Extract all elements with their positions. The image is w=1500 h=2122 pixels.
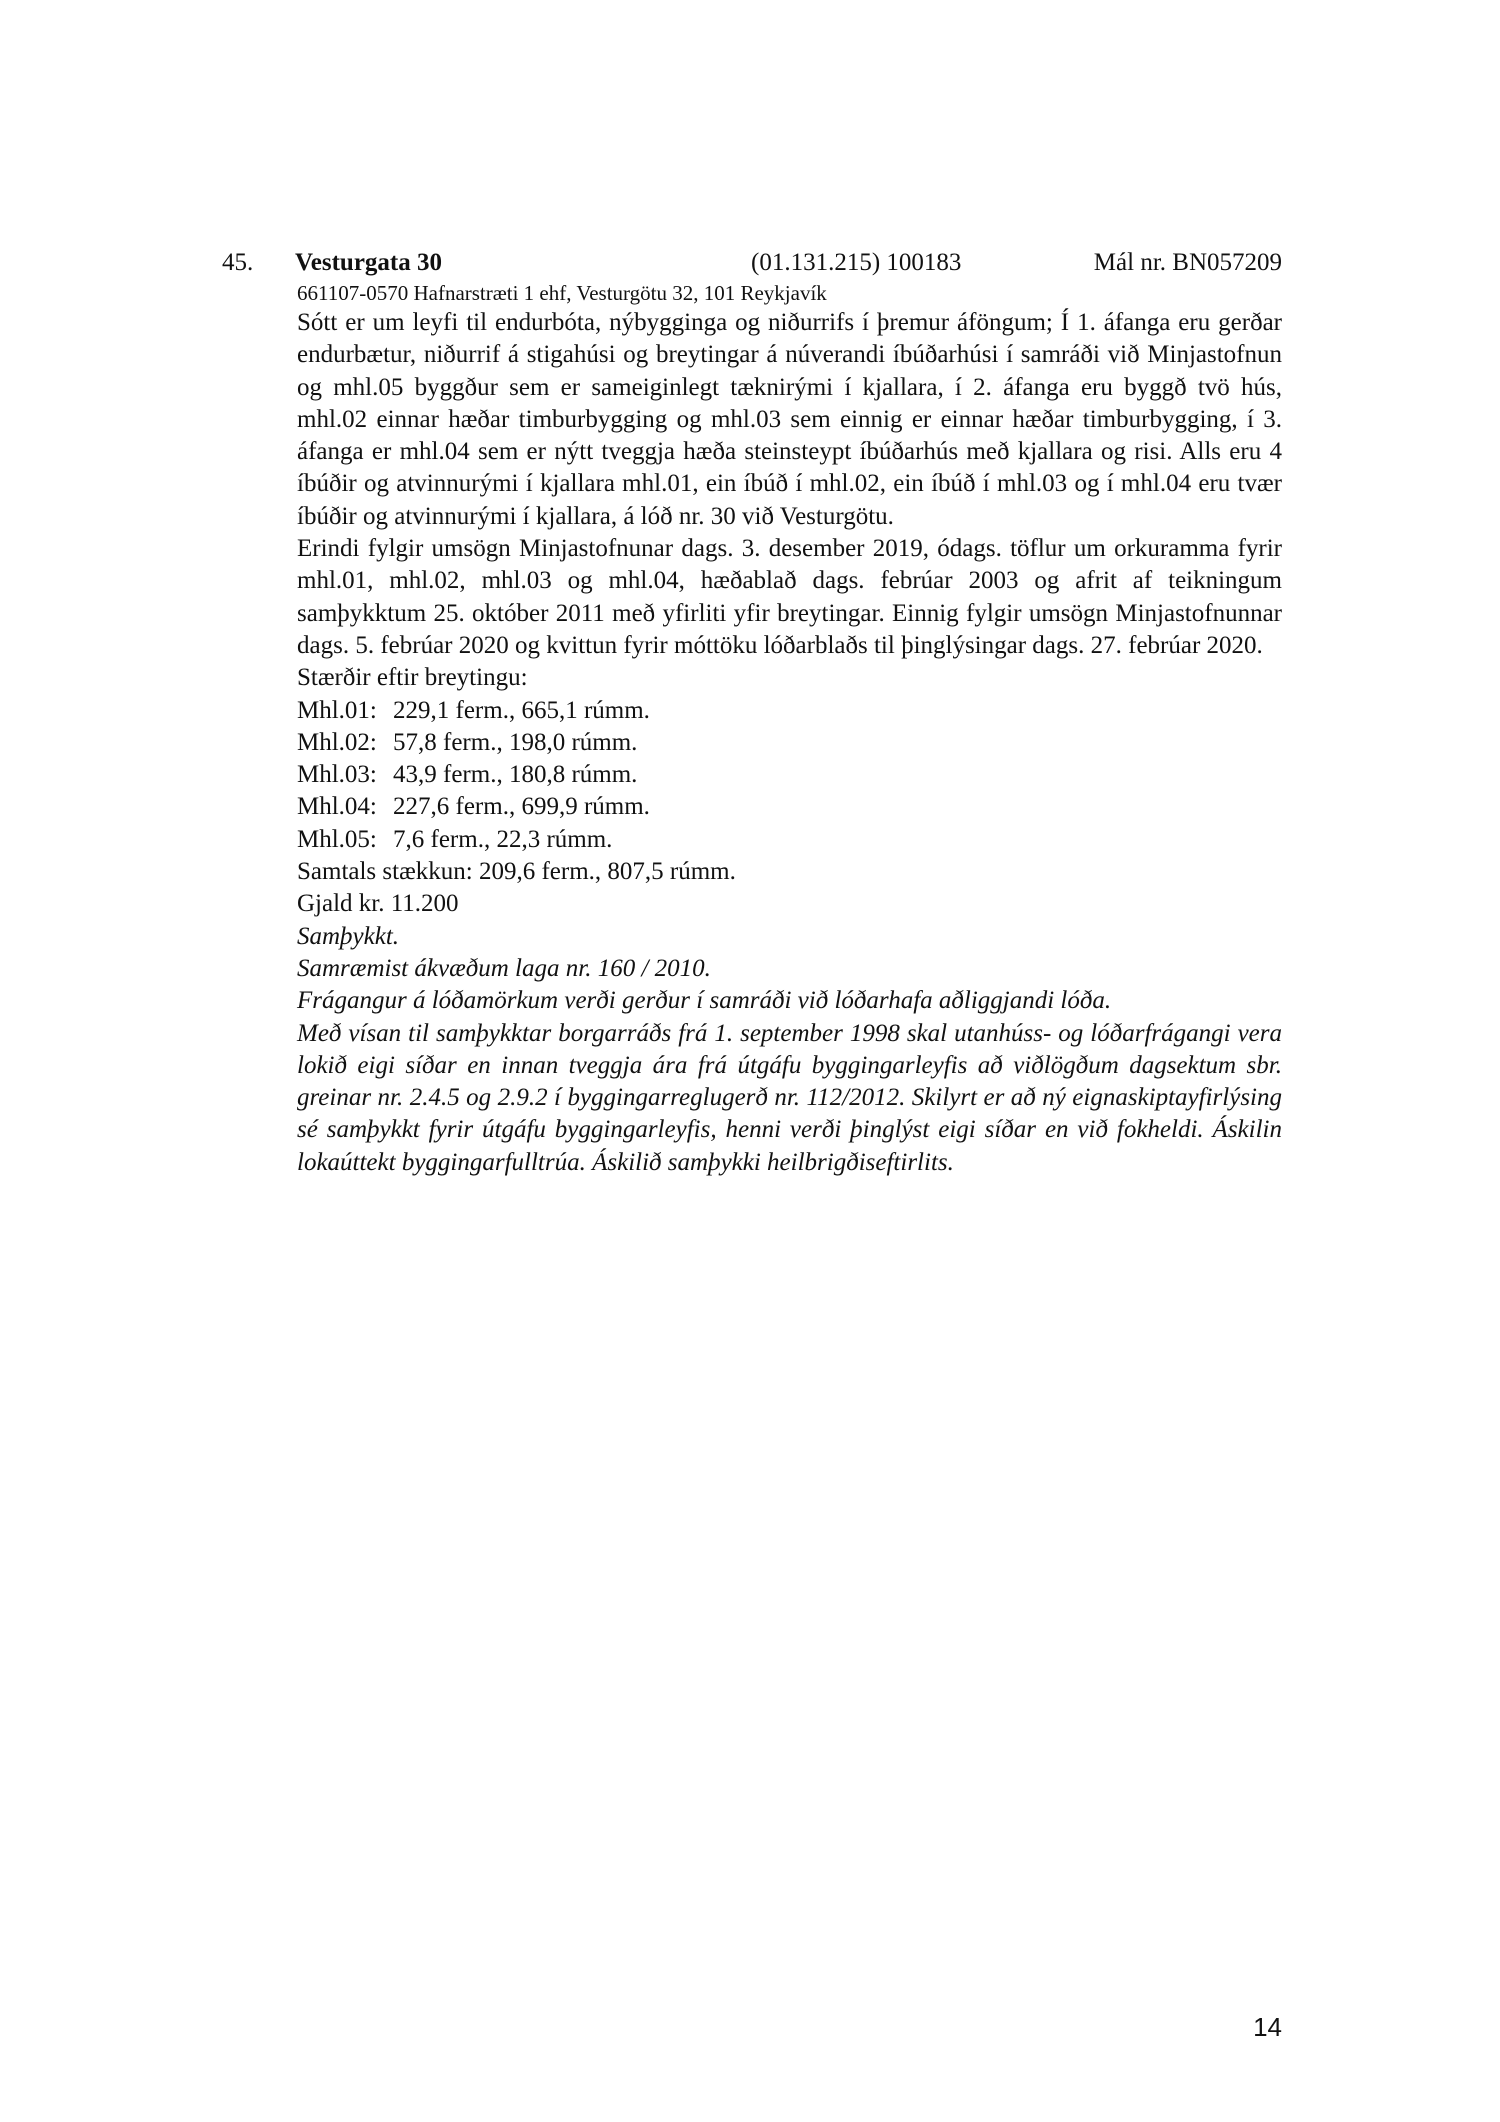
case-header <box>222 246 1282 280</box>
total-enlargement: Samtals stækkun: 209,6 ferm., 807,5 rúmm. <box>297 858 736 886</box>
size-row <box>297 695 1282 727</box>
size-row <box>297 727 1282 759</box>
property-address: Vesturgata 30 <box>295 249 442 276</box>
decision-approved: Samþykkt. <box>297 922 400 950</box>
size-row <box>297 759 1282 791</box>
size-value: 57,8 ferm., 198,0 rúmm. <box>393 728 638 756</box>
fee-line: Gjald kr. 11.200 <box>297 890 459 918</box>
size-label: Mhl.03: <box>297 761 377 789</box>
size-value: 7,6 ferm., 22,3 rúmm. <box>393 825 613 853</box>
decision-conditions: Með vísan til samþykktar borgarráðs frá 1. september 1998 skal utanhúss- og lóðarfrágangi vera lokið eigi síðar en innan tveggja ára frá útgáfu byggingarleyfis að viðlögðum dagsektum sbr. greinar nr. 2.4.5 og 2.9.2 í byggingarreglugerð nr. 112/2012. Skilyrt er að ný eignaskiptayfirlýsing sé samþykkt fyrir útgáfu byggingarleyfis, henni verði þinglýst eigi síðar en við fokheldi. Áskilin lokaúttekt byggingarfulltrúa. Áskilið samþykki heilbrigðiseftirlits. <box>297 1019 1282 1176</box>
size-value: 43,9 ferm., 180,8 rúmm. <box>393 761 638 789</box>
size-label: Mhl.04: <box>297 793 377 821</box>
decision-boundaries: Frágangur á lóðamörkum verði gerður í samráði við lóðarhafa aðliggjandi lóða. <box>297 987 1112 1015</box>
page-number: 14 <box>1253 2012 1282 2042</box>
size-row <box>297 791 1282 823</box>
size-row <box>297 824 1282 856</box>
sizes-heading: Stærðir eftir breytingu: <box>297 664 528 692</box>
applicant-line: 661107-0570 Hafnarstræti 1 ehf, Vesturgötu 32, 101 Reykjavík <box>297 281 827 305</box>
item-number: 45. <box>222 249 254 276</box>
description-paragraph: Sótt er um leyfi til endurbóta, nýbygginga og niðurrifs í þremur áföngum; Í 1. áfanga eru gerðar endurbætur, niðurrif á stigahúsi og breytingar á núverandi íbúðarhúsi í samráði við Minjastofnun og mhl.05 byggður sem er sameiginlegt tæknirými í kjallara, í 2. áfanga eru byggð tvö hús, mhl.02 einnar hæðar timburbygging og mhl.03 sem einnig er einnar hæðar timburbygging, í 3. áfanga er mhl.04 sem er nýtt tveggja hæða steinsteypt íbúðarhús með kjallara og risi. Alls eru 4 íbúðir og atvinnurými í kjallara mhl.01, ein íbúð í mhl.02, ein íbúð í mhl.03 og í mhl.04 eru tvær íbúðir og atvinnurými í kjallara, á lóð nr. 30 við Vesturgötu. <box>297 309 1282 530</box>
case-body <box>297 307 1282 1179</box>
size-label: Mhl.01: <box>297 696 377 724</box>
land-registry-id: (01.131.215) 100183 <box>751 249 962 276</box>
case-number: Mál nr. BN057209 <box>1093 249 1282 276</box>
size-label: Mhl.05: <box>297 825 377 853</box>
size-value: 229,1 ferm., 665,1 rúmm. <box>393 696 650 724</box>
decision-law: Samræmist ákvæðum laga nr. 160 / 2010. <box>297 954 711 982</box>
size-label: Mhl.02: <box>297 728 377 756</box>
attachments-paragraph: Erindi fylgir umsögn Minjastofnunar dags. 3. desember 2019, ódags. töflur um orkuramma fyrir mhl.01, mhl.02, mhl.03 og mhl.04, hæðablað dags. febrúar 2003 og afrit af teikningum samþykktum 25. október 2011 með yfirliti yfir breytingar. Einnig fylgir umsögn Minjastofnunnar dags. 5. febrúar 2020 og kvittun fyrir móttöku lóðarblaðs til þinglýsingar dags. 27. febrúar 2020. <box>297 535 1282 659</box>
size-value: 227,6 ferm., 699,9 rúmm. <box>393 793 650 821</box>
